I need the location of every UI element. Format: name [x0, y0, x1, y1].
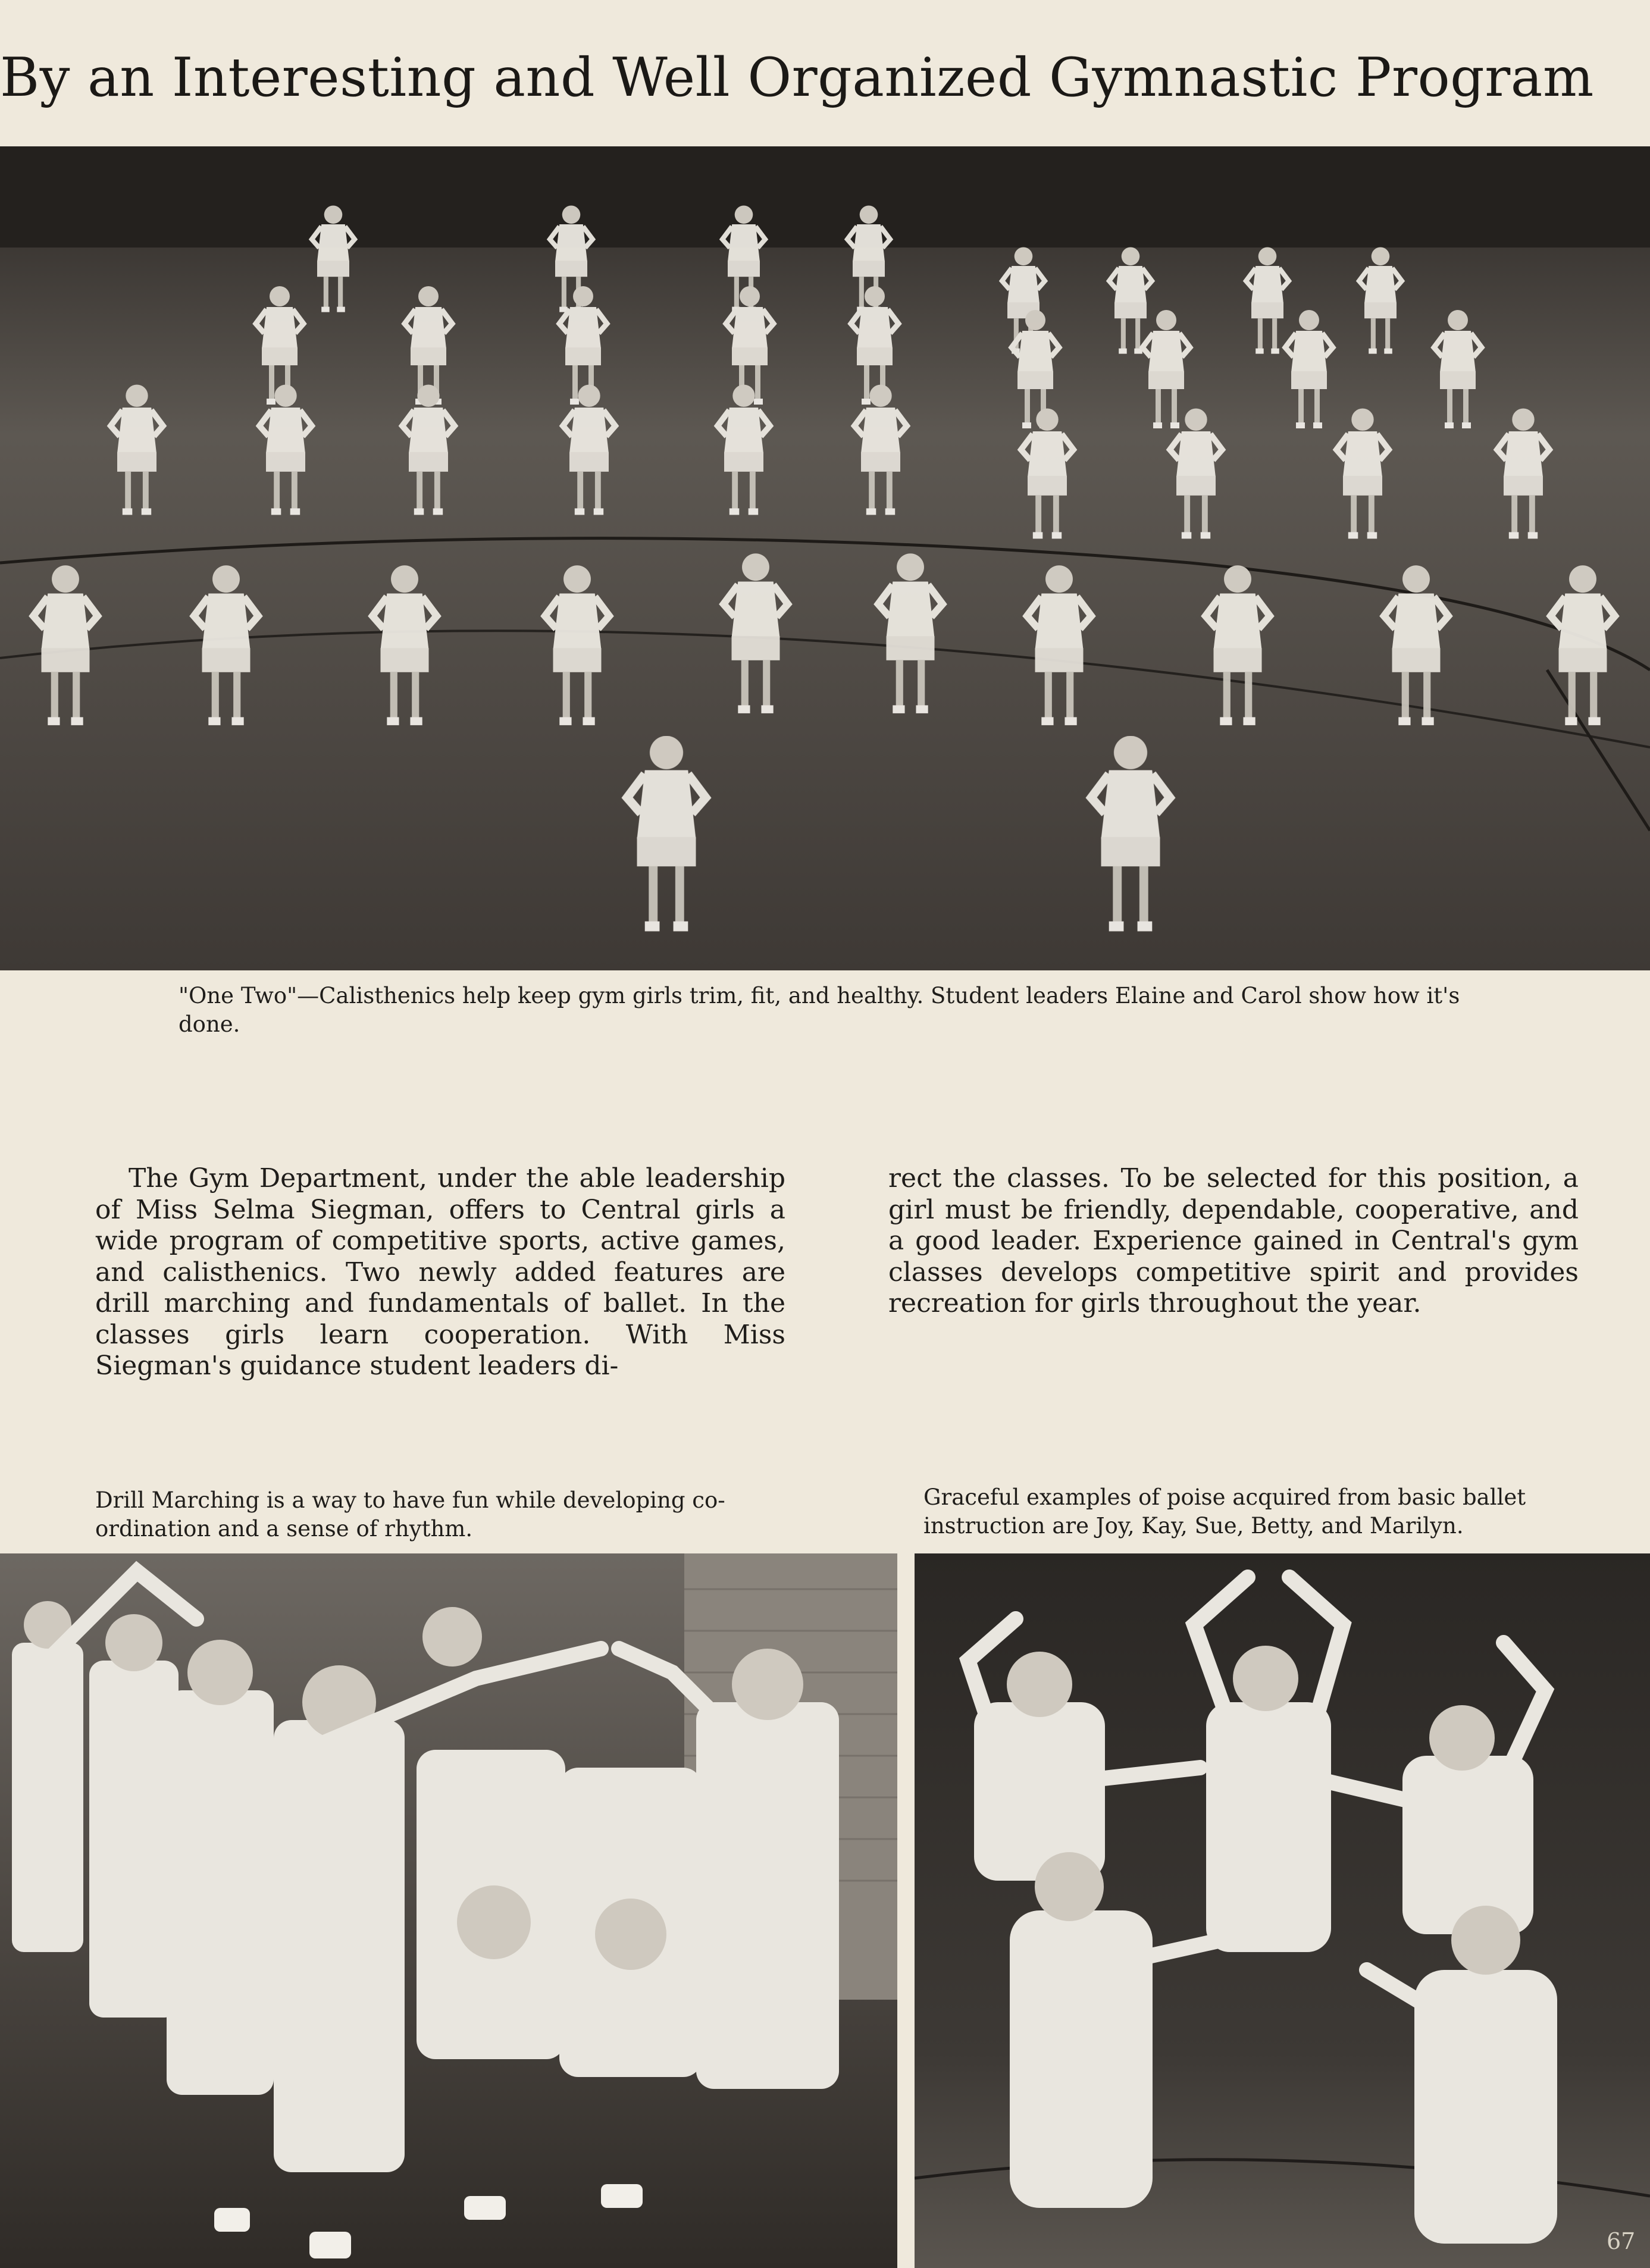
ballet-photo-image: [915, 1553, 1650, 2268]
article-column-1: The Gym Department, under the able leadership of Miss Selma Siegman, offers to Central girls a wide program of competitive sports, active games, and calisthenics. Two newly added features are drill marching and fundamentals of ballet. In the classes girls learn cooperation. With Miss Siegman's guidance student leaders di-: [95, 1163, 785, 1381]
drill-marching-caption: Drill Marching is a way to have fun while developing co-ordination and a sense of rhythm.: [95, 1487, 725, 1542]
page-title: By an Interesting and Well Organized Gymnastic Program: [0, 46, 1594, 109]
article-column-2: rect the classes. To be selected for this position, a girl must be friendly, dependable, cooperative, and a good leader. Experience gained in Central's gym classes develops competitive spirit and provides recreation for girls throughout the year.: [888, 1163, 1579, 1318]
drill-marching-photo: [0, 1553, 897, 2268]
drill-marching-photo-image: [0, 1553, 897, 2268]
page-number: 67: [1607, 2228, 1636, 2254]
ballet-caption: Graceful examples of poise acquired from basic ballet instruction are Joy, Kay, Sue, Betty, and Marilyn.: [923, 1484, 1526, 1539]
calisthenics-photo: [0, 146, 1650, 970]
calisthenics-photo-caption: "One Two"—Calisthenics help keep gym girls trim, fit, and healthy. Student leaders Elaine and Carol show how it's done.: [179, 983, 1460, 1037]
ballet-photo: [915, 1553, 1650, 2268]
calisthenics-photo-image: [0, 146, 1650, 970]
